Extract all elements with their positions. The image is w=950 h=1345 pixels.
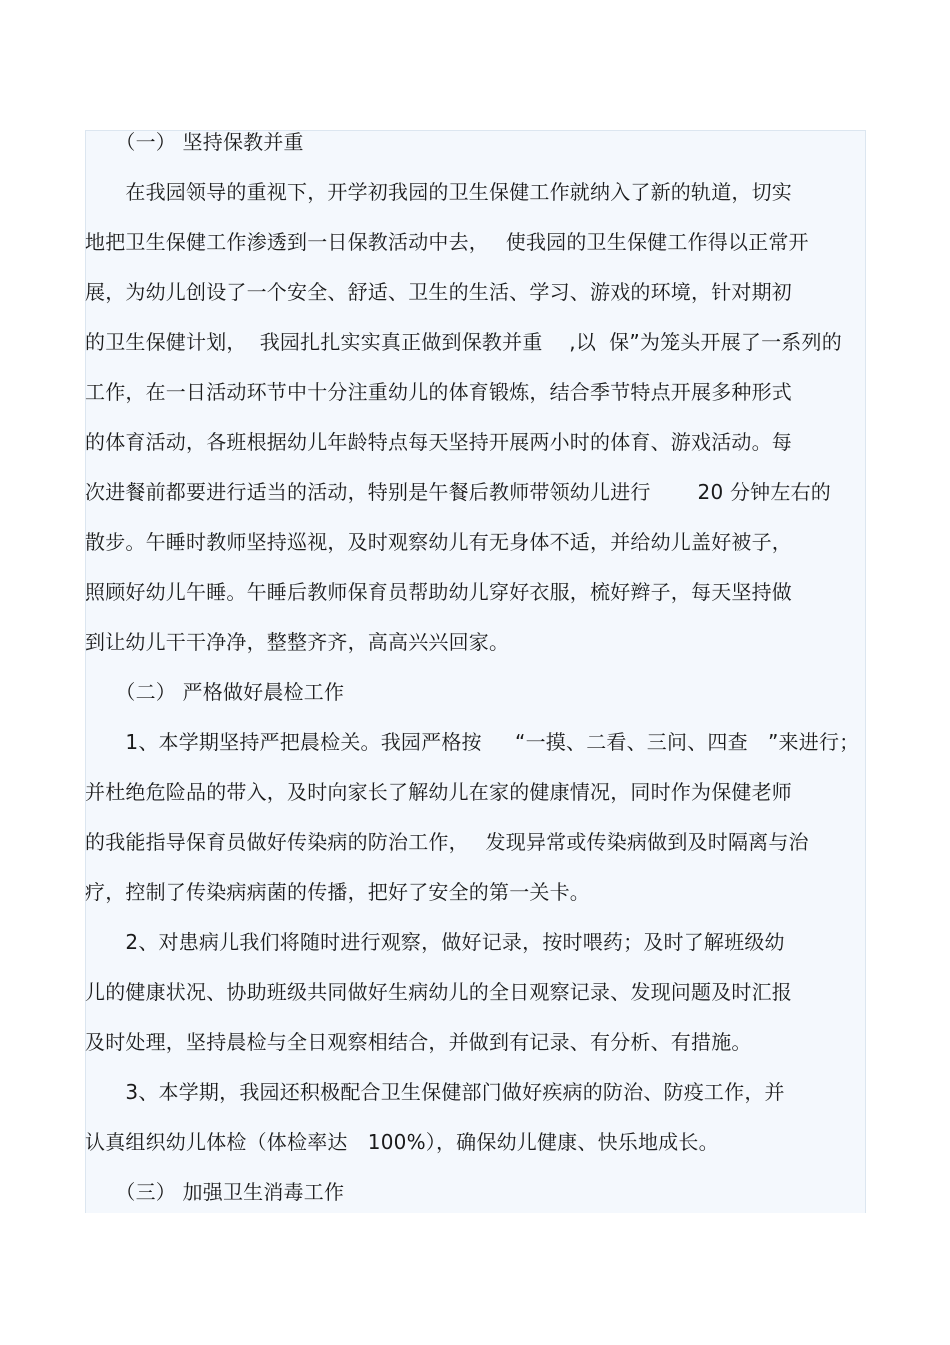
- paragraph-line: 并杜绝危险品的带入，及时向家长了解幼儿在家的健康情况，同时作为保健老师: [85, 780, 792, 804]
- paragraph-line: 及时处理，坚持晨检与全日观察相结合，并做到有记录、有分析、有措施。: [85, 1030, 752, 1054]
- paragraph-line: 照顾好幼儿午睡。午睡后教师保育员帮助幼儿穿好衣服，梳好辫子，每天坚持做: [85, 580, 792, 604]
- paragraph-line: 认真组织幼儿体检（体检率达 100%），确保幼儿健康、快乐地成长。: [85, 1130, 719, 1154]
- paragraph-line: 散步。午睡时教师坚持巡视，及时观察幼儿有无身体不适，并给幼儿盖好被子，: [85, 530, 792, 554]
- paragraph-line: 儿的健康状况、协助班级共同做好生病幼儿的全日观察记录、发现问题及时汇报: [85, 980, 792, 1004]
- paragraph-line: 地把卫生保健工作渗透到一日保教活动中去， 使我园的卫生保健工作得以正常开: [85, 230, 809, 254]
- paragraph-line: 的体育活动，各班根据幼儿年龄特点每天坚持开展两小时的体育、游戏活动。每: [85, 430, 792, 454]
- paragraph-line: 工作，在一日活动环节中十分注重幼儿的体育锻炼，结合季节特点开展多种形式: [85, 380, 792, 404]
- paragraph-line: 疗，控制了传染病病菌的传播，把好了安全的第一关卡。: [85, 880, 590, 904]
- paragraph-line: 2、对患病儿我们将随时进行观察，做好记录，按时喂药；及时了解班级幼: [85, 930, 785, 954]
- paragraph-line: 在我园领导的重视下，开学初我园的卫生保健工作就纳入了新的轨道，切实: [85, 180, 792, 204]
- paragraph-line: 的卫生保健计划， 我园扎扎实实真正做到保教并重 ,以 保”为笼头开展了一系列的: [85, 330, 842, 354]
- paragraph-line: 1、本学期坚持严把晨检关。我园严格按 “一摸、二看、三问、四查 ”来进行；: [85, 730, 860, 754]
- section-heading-2: （二） 严格做好晨检工作: [85, 680, 345, 704]
- paragraph-line: 到让幼儿干干净净，整整齐齐，高高兴兴回家。: [85, 630, 510, 654]
- paragraph-line: 次进餐前都要进行适当的活动，特别是午餐后教师带领幼儿进行 20 分钟左右的: [85, 480, 831, 504]
- paragraph-line: 3、本学期，我园还积极配合卫生保健部门做好疾病的防治、防疫工作，并: [85, 1080, 785, 1104]
- paragraph-line: 的我能指导保育员做好传染病的防治工作， 发现异常或传染病做到及时隔离与治: [85, 830, 809, 854]
- section-heading-3: （三） 加强卫生消毒工作: [85, 1180, 345, 1204]
- paragraph-line: 展，为幼儿创设了一个安全、舒适、卫生的生活、学习、游戏的环境，针对期初: [85, 280, 792, 304]
- section-heading-1: （一） 坚持保教并重: [85, 130, 304, 154]
